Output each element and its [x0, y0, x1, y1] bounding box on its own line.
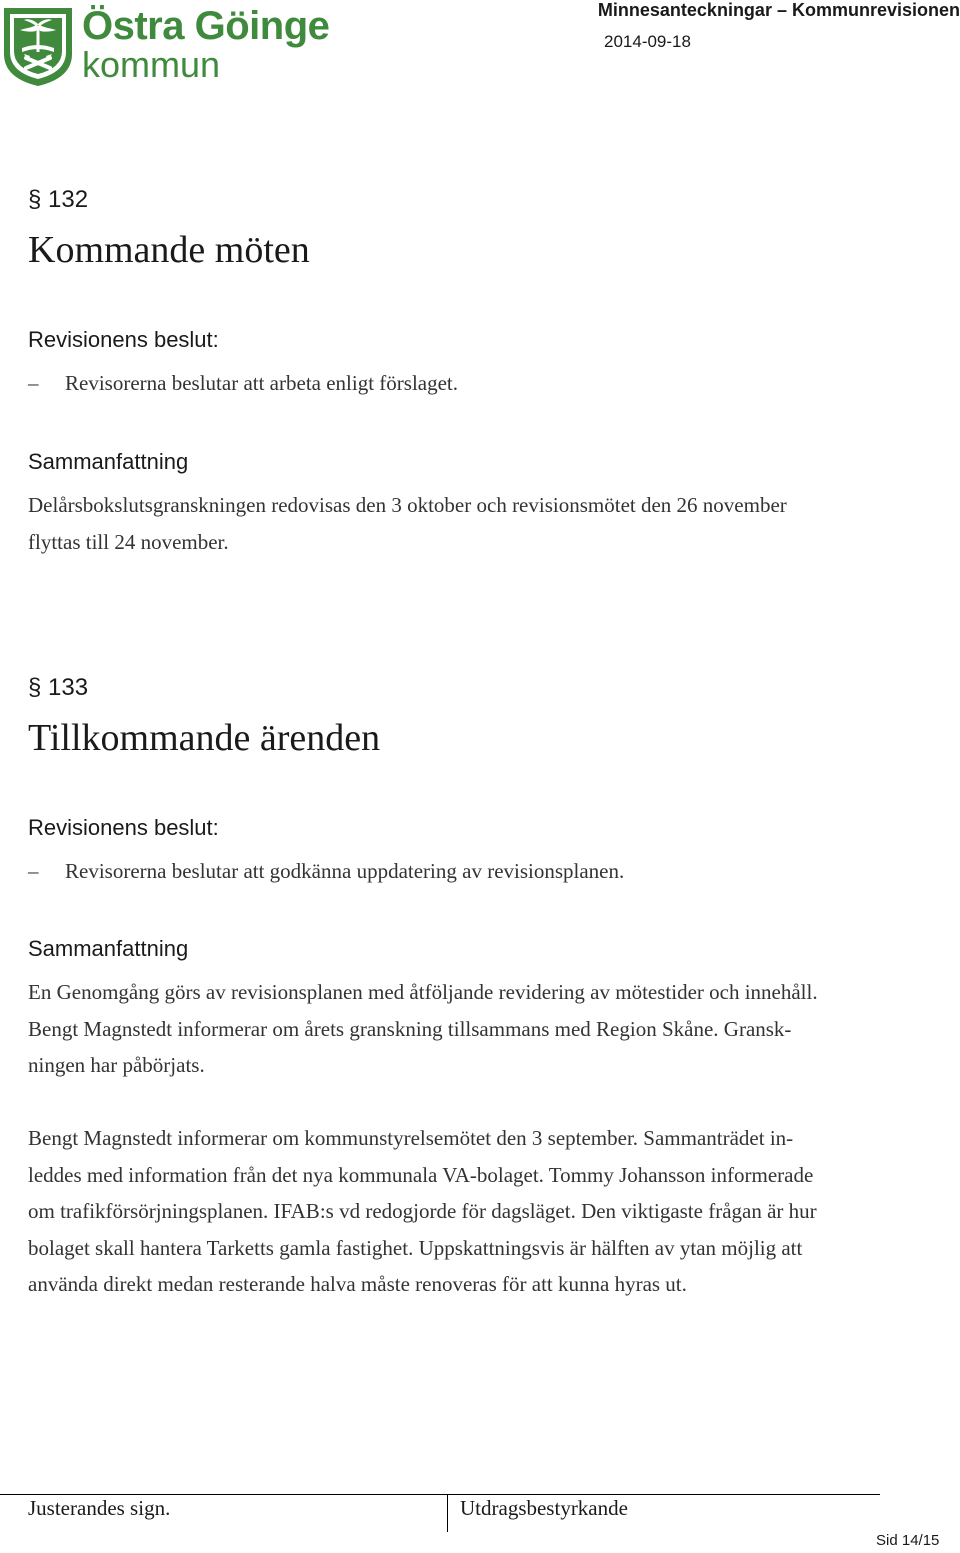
dash-bullet: – — [28, 859, 39, 883]
decision-item — [28, 371, 458, 396]
text-line: ningen har påbörjats. — [28, 1053, 205, 1077]
summary-text-continued — [28, 1120, 948, 1303]
section-number: § 132 — [28, 186, 89, 213]
text-line: leddes med information från det nya kommunala VA-bolaget. Tommy Johansson informerade — [28, 1162, 814, 1187]
coat-of-arms-icon — [2, 6, 74, 88]
text-line: använda direkt medan resterande halva måste renoveras för att kunna hyras ut. — [28, 1272, 687, 1296]
dash-bullet: – — [28, 371, 39, 395]
municipality-logo — [2, 4, 330, 88]
document-date: 2014-09-18 — [604, 32, 691, 51]
text-line: flyttas till 24 november. — [28, 529, 229, 554]
logo-wordmark-line2: kommun — [82, 44, 221, 85]
document-title: Minnesanteckningar – Kommunrevisionen — [597, 0, 960, 20]
summary-label: Sammanfattning — [28, 936, 189, 961]
summary-label: Sammanfattning — [28, 449, 189, 474]
decision-text: Revisorerna beslutar att godkänna uppdatering av revisionsplanen. — [65, 859, 625, 883]
section-title: Tillkommande ärenden — [28, 717, 381, 759]
section-number: § 133 — [28, 674, 89, 701]
footer-signature-label: Justerandes sign. — [28, 1496, 171, 1520]
text-line: Bengt Magnstedt informerar om årets granskning tillsammans med Region Skåne. Gransk- — [28, 1016, 792, 1041]
text-line: En Genomgång görs av revisionsplanen med åtföljande revidering av mötestider och innehåll. — [28, 980, 818, 1004]
decision-item — [28, 859, 624, 884]
summary-text — [28, 487, 948, 560]
summary-text — [28, 974, 948, 1084]
text-line: om trafikförsörjningsplanen. IFAB:s vd redogjorde för dagsläget. Den viktigaste frågan är hur — [28, 1199, 817, 1223]
footer-column-separator — [447, 1494, 448, 1532]
footer-divider — [0, 1494, 880, 1495]
decision-label: Revisionens beslut: — [28, 815, 219, 840]
page-number: Sid 14/15 — [876, 1532, 940, 1549]
text-line: bolaget skall hantera Tarketts gamla fastighet. Uppskattningsvis är hälften av ytan möjlig att — [28, 1235, 803, 1260]
text-line: Delårsbokslutsgranskningen redovisas den 3 oktober och revisionsmötet den 26 november — [28, 493, 787, 517]
text-line: Bengt Magnstedt informerar om kommunstyrelsemötet den 3 september. Sammanträdet in- — [28, 1126, 794, 1150]
section-title: Kommande möten — [28, 229, 310, 271]
decision-label: Revisionens beslut: — [28, 327, 219, 352]
footer-certification-label: Utdragsbestyrkande — [460, 1496, 628, 1520]
logo-wordmark-line1: Östra Göinge — [82, 4, 330, 48]
decision-text: Revisorerna beslutar att arbeta enligt förslaget. — [65, 371, 459, 395]
